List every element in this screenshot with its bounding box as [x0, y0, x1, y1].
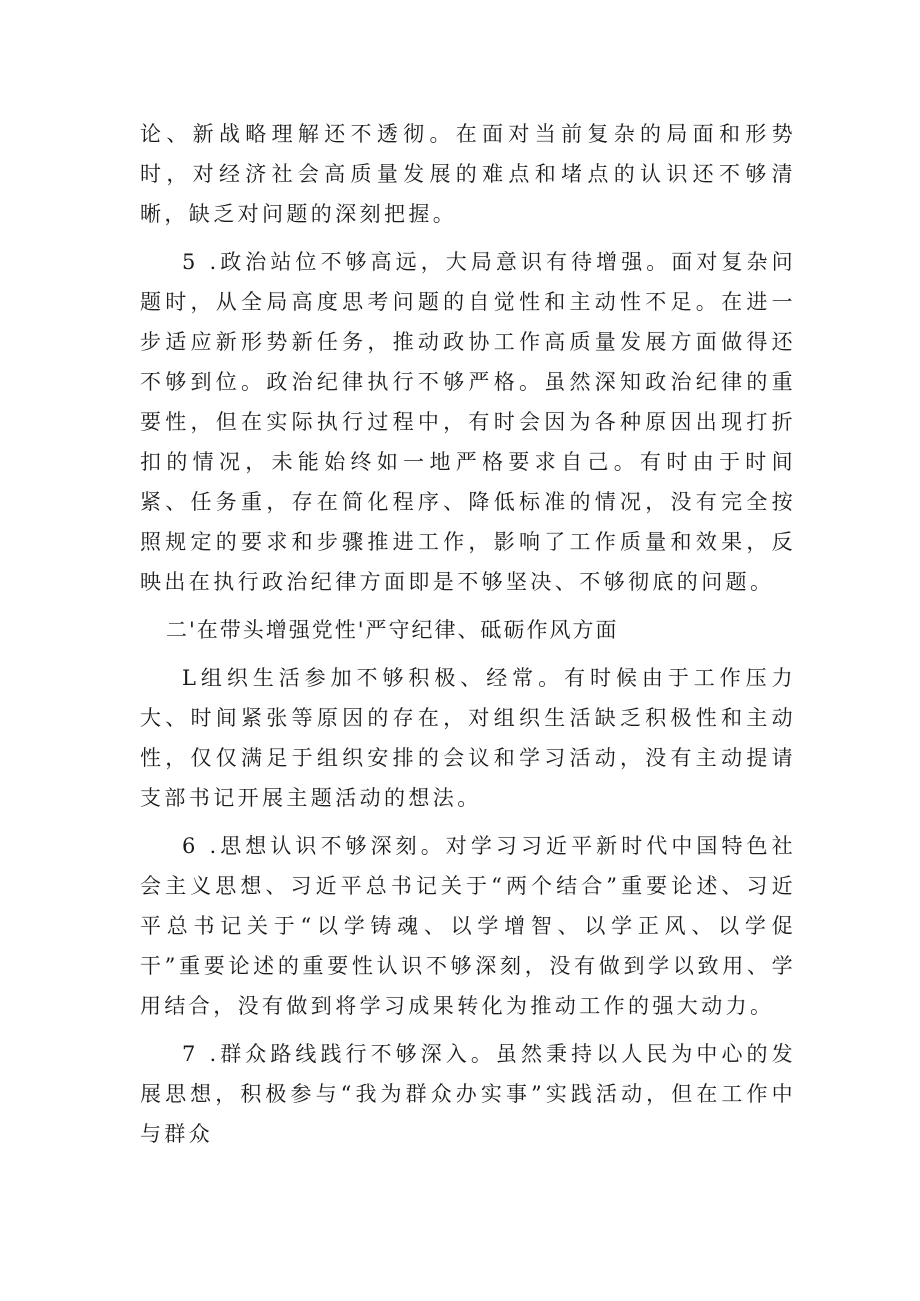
section-heading-2: 二'在带头增强党性'严守纪律、砥砺作风方面 — [166, 618, 619, 642]
paragraph-item-7: 7 .群众路线践行不够深入。虽然秉持以人民为中心的发展思想，积极参与“我为群众办实事”实践活动，但在工作中与群众 — [140, 1042, 796, 1146]
paragraph-item-5: 5 .政治站位不够高远，大局意识有待增强。面对复杂问题时，从全局高度思考问题的自觉性和主动性不足。在进一步适应新形势新任务，推动政协工作高质量发展方面做得还不够到位。政治纪律执行不够严格。虽然深知政治纪律的重要性，但在实际执行过程中，有时会因为各种原因出现打折扣的情况，未能始终如一地严格要求自己。有时由于时间紧、任务重，存在简化程序、降低标准的情况，没有完全按照规定的要求和步骤推进工作，影响了工作质量和效果，反映出在执行政治纪律方面即是不够坚决、不够彻底的问题。 — [140, 250, 796, 594]
document-body — [140, 114, 796, 1154]
paragraph-continuation: 论、新战略理解还不透彻。在面对当前复杂的局面和形势时，对经济社会高质量发展的难点和堵点的认识还不够清晰，缺乏对问题的深刻把握。 — [140, 122, 796, 226]
paragraph-item-1: L组织生活参加不够积极、经常。有时候由于工作压力大、时间紧张等原因的存在，对组织生活缺乏积极性和主动性，仅仅满足于组织安排的会议和学习活动，没有主动提请支部书记开展主题活动的想法。 — [140, 666, 796, 810]
paragraph-item-6: 6 .思想认识不够深刻。对学习习近平新时代中国特色社会主义思想、习近平总书记关于“两个结合”重要论述、习近平总书记关于“以学铸魂、以学增智、以学正风、以学促干”重要论述的重要性认识不够深刻，没有做到学以致用、学用结合，没有做到将学习成果转化为推动工作的强大动力。 — [140, 834, 796, 1018]
